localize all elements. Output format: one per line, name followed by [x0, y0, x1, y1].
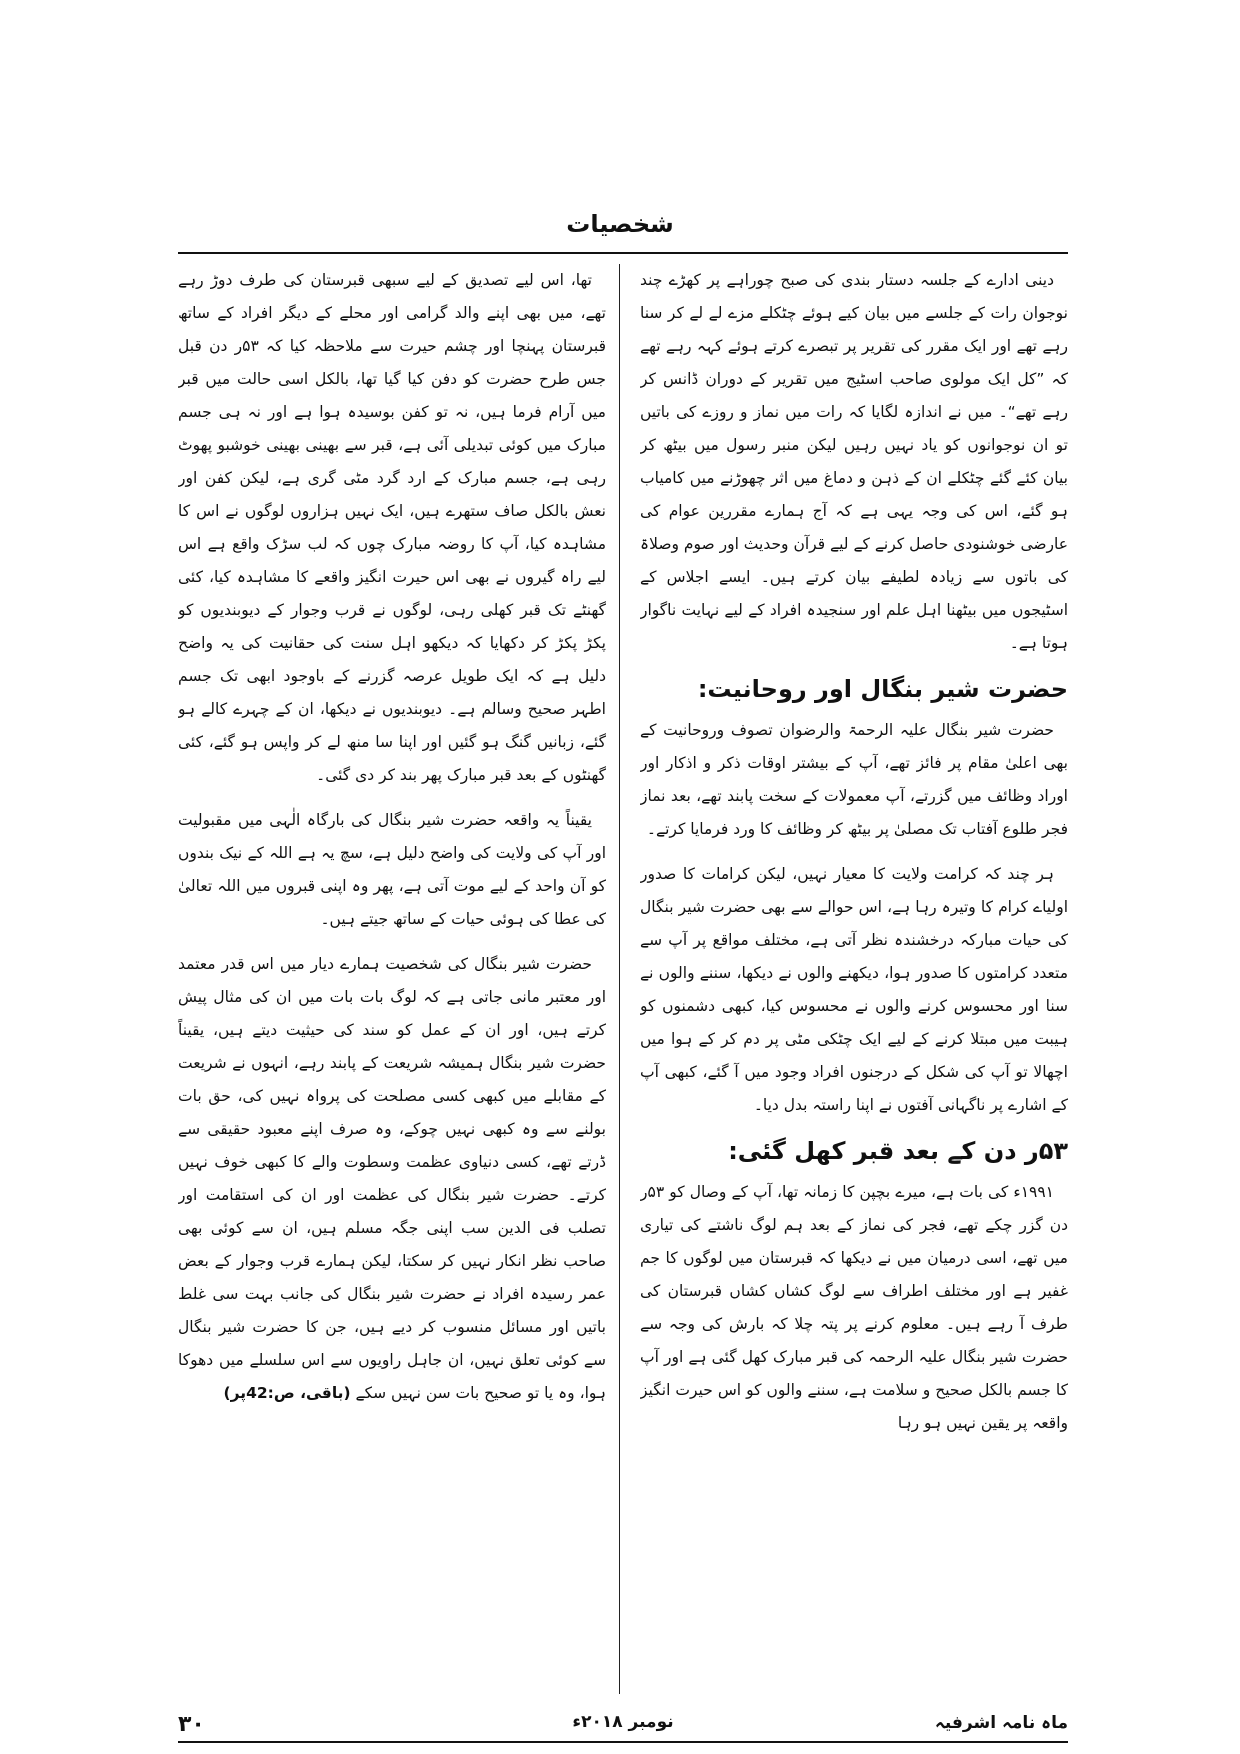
page-number: ۳۰	[178, 1712, 205, 1737]
paragraph	[178, 948, 606, 1410]
paragraph: یقیناً یہ واقعہ حضرت شیر بنگال کی بارگاہ الٰہی میں مقبولیت اور آپ کی ولایت کی واضح دلیل ہے، سچ یہ ہے اللہ کے نیک بندوں کو آن واحد کے لیے موت آتی ہے، پھر وہ اپنی قبروں میں اللہ تعالیٰ کی عطا کی ہوئی حیات کے ساتھ جیتے ہیں۔	[178, 811, 606, 928]
paragraph: حضرت شیر بنگال علیہ الرحمۃ والرضوان تصوف وروحانیت کے بھی اعلیٰ مقام پر فائز تھے، آپ کے بیشتر اوقات ذکر و اذکار اور اوراد وظائف میں گزرتے، آپ معمولات کے سخت پابند تھے، بعد نماز فجر طلوع آفتاب تک مصلیٰ پر بیٹھ کر وظائف کا ورد فرمایا کرتے۔	[640, 721, 1068, 838]
header-rule	[178, 252, 1068, 254]
paragraph: تھا، اس لیے تصدیق کے لیے سبھی قبرستان کی طرف دوڑ رہے تھے، میں بھی اپنے والد گرامی اور محلے کے دیگر افراد کے ساتھ قبرستان پہنچا اور چشم حیرت سے ملاحظہ کیا کہ ۵۳ر دن قبل جس طرح حضرت کو دفن کیا گیا تھا، بالکل اسی حالت میں قبر میں آرام فرما ہیں، نہ تو کفن بوسیدہ ہوا ہے اور نہ ہی جسم مبارک میں کوئی تبدیلی آئی ہے، قبر سے بھینی بھینی خوشبو پھوٹ رہی ہے، جسم مبارک کے ارد گرد مٹی گری ہے، لیکن کفن اور نعش بالکل صاف ستھرے ہیں، ایک نہیں ہزاروں لوگوں نے اس کا مشاہدہ کیا، آپ کا روضہ مبارک چوں کہ لب سڑک واقع ہے اس لیے راہ گیروں نے بھی اس حیرت انگیز واقعے کا مشاہدہ کیا، کئی گھنٹے تک قبر کھلی رہی، لوگوں نے قرب وجوار کے دیوبندیوں کو پکڑ پکڑ کر دکھایا کہ دیکھو اہل سنت کی حقانیت کی یہ واضح دلیل ہے کہ ایک طویل عرصہ گزرنے کے باوجود ابھی تک جسم اطہر صحیح وسالم ہے۔ دیوبندیوں نے دیکھا، ان کے چہرے کالے ہو گئے، زبانیں گنگ ہو گئیں اور اپنا سا منھ لے کر واپس ہو گئے، کئی گھنٹوں کے بعد قبر مبارک پھر بند کر دی گئی۔	[178, 271, 606, 784]
paragraph-text: حضرت شیر بنگال کی شخصیت ہمارے دیار میں اس قدر معتمد اور معتبر مانی جاتی ہے کہ لوگ بات بات میں ان کی مثال پیش کرتے ہیں، اور ان کے عمل کو سند کی حیثیت دیتے ہیں، یقیناً حضرت شیر بنگال ہمیشہ شریعت کے پابند رہے، انہوں نے شریعت کے مقابلے میں کبھی کسی مصلحت کی پرواہ نہیں کی، حق بات بولنے سے وہ کبھی نہیں چوکے، وہ صرف اپنے معبود حقیقی سے ڈرتے تھے، کسی دنیاوی عظمت وسطوت والے کا کبھی خوف نہیں کرتے۔ حضرت شیر بنگال کی عظمت اور ان کی استقامت اور تصلب فی الدین سب اپنی جگہ مسلم ہیں، ان سے کوئی بھی صاحب نظر انکار نہیں کر سکتا، لیکن ہمارے قرب وجوار کے بعض عمر رسیدہ افراد نے حضرت شیر بنگال کی جانب بہت سی غلط باتیں اور مسائل منسوب کر دیے ہیں، جن کا حضرت شیر بنگال سے کوئی تعلق نہیں، ان جاہل راویوں سے اس سلسلے میں دھوکا ہوا، وہ یا تو صحیح بات سن نہیں سکے	[178, 955, 606, 1402]
continuation-note: (باقی، ص:42پر)	[223, 1384, 351, 1402]
section-heading: حضرت شیر بنگال اور روحانیت:	[697, 675, 1068, 703]
section-heading: ۵۳ر دن کے بعد قبر کھل گئی:	[728, 1137, 1068, 1165]
page-footer	[178, 1712, 1068, 1738]
column-divider	[619, 264, 620, 1694]
magazine-name: ماہ نامہ اشرفیہ	[934, 1713, 1068, 1733]
right-column	[640, 264, 1068, 1694]
paragraph: دینی ادارے کے جلسہ دستار بندی کی صبح چوراہے پر کھڑے چند نوجوان رات کے جلسے میں بیان کیے ہوئے چٹکلے مزے لے لے کر سنا رہے تھے اور ایک مقرر کی تقریر پر تبصرے کرتے ہوئے کہہ رہے تھے کہ ”کل ایک مولوی صاحب اسٹیج میں تقریر کے دوران ڈانس کر رہے تھے“۔ میں نے اندازہ لگایا کہ رات میں نماز و روزے کی باتیں تو ان نوجوانوں کو یاد نہیں رہیں لیکن منبر رسول میں بیٹھ کر بیان کئے گئے چٹکلے ان کے ذہن و دماغ میں اثر چھوڑنے میں کامیاب ہو گئے، اس کی وجہ یہی ہے کہ آج ہمارے مقررین عوام کی عارضی خوشنودی حاصل کرنے کے لیے قرآن وحدیث اور صوم وصلاۃ کی باتوں سے زیادہ لطیفے بیان کرتے ہیں۔ ایسے اجلاس کے اسٹیجوں میں بیٹھنا اہل علم اور سنجیدہ افراد کے لیے نہایت ناگوار ہوتا ہے۔	[640, 271, 1068, 652]
issue-date: نومبر ۲۰۱۸ء	[572, 1712, 674, 1732]
section-title: شخصیات	[566, 210, 674, 238]
paragraph: ہر چند کہ کرامت ولایت کا معیار نہیں، لیکن کرامات کا صدور اولیاے کرام کا وتیرہ رہا ہے، اس حوالے سے بھی حضرت شیر بنگال کی حیات مبارکہ درخشندہ نظر آتی ہے، مختلف مواقع پر آپ سے متعدد کرامتوں کا صدور ہوا، دیکھنے والوں نے دیکھا، سننے والوں نے سنا اور محسوس کرنے والوں نے محسوس کیا، کبھی دشمنوں کو ہیبت میں مبتلا کرنے کے لیے ایک چٹکی مٹی پر دم کر کے ہوا میں اچھالا تو آپ کی شکل کے درجنوں افراد وجود میں آ گئے، کبھی آپ کے اشارے پر ناگہانی آفتوں نے اپنا راستہ بدل دیا۔	[640, 865, 1068, 1114]
left-column	[178, 264, 606, 1694]
paragraph: ۱۹۹۱ء کی بات ہے، میرے بچپن کا زمانہ تھا، آپ کے وصال کو ۵۳ر دن گزر چکے تھے، فجر کی نماز کے بعد ہم لوگ ناشتے کی تیاری میں تھے، اسی درمیان میں نے دیکھا کہ قبرستان میں لوگوں کا جم غفیر ہے اور مختلف اطراف سے لوگ کشاں کشاں قبرستان کی طرف آ رہے ہیں۔ معلوم کرنے پر پتہ چلا کہ بارش کی وجہ سے حضرت شیر بنگال علیہ الرحمہ کی قبر مبارک کھل گئی ہے اور آپ کا جسم بالکل صحیح و سلامت ہے، سننے والوں کو اس حیرت انگیز واقعہ پر یقین نہیں ہو رہا	[640, 1183, 1068, 1432]
footer-rule	[178, 1741, 1068, 1743]
